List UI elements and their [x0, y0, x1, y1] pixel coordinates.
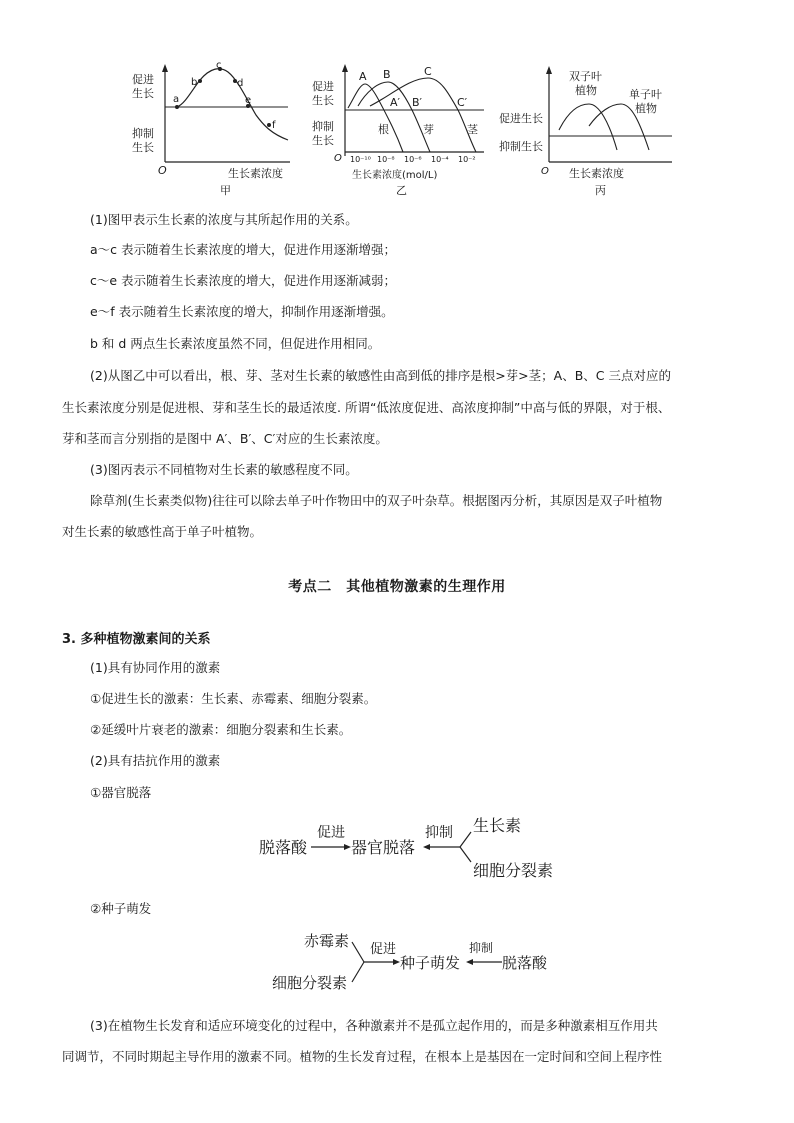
dicot-label-2: 植物	[575, 84, 597, 97]
crossing-B: B′	[412, 96, 423, 109]
paragraph: ①器官脱落	[90, 785, 152, 800]
paragraph: c～e 表示随着生长素浓度的增大，促进作用逐渐减弱；	[90, 273, 397, 288]
promote-arrowhead	[393, 959, 400, 965]
paragraph: 除草剂(生长素类似物)往往可以除去单子叶作物田中的双子叶杂草。根据图丙分析，其原因是双子叶植物	[90, 493, 663, 508]
point-a	[175, 105, 179, 109]
promote-label: 促进	[317, 825, 345, 841]
figure-caption: 乙	[396, 184, 407, 197]
organ-stem: 茎	[467, 123, 478, 136]
x-axis-label: 生长素浓度(mol/L)	[352, 170, 438, 181]
inhibit-label-1: 抑制	[132, 127, 154, 140]
paragraph: a～c 表示随着生长素浓度的增大，促进作用逐渐增强；	[90, 242, 397, 257]
abscission-diagram-svg	[255, 812, 575, 884]
branch-line-bottom	[460, 847, 471, 862]
cytokinin-label: 细胞分裂素	[272, 974, 348, 992]
paragraph: 生长素浓度分别是促进根、芽和茎生长的最适浓度. 所谓“低浓度促进、高浓度抑制”中高与低的界限，对于根、	[62, 400, 671, 415]
paragraph: (1)具有协同作用的激素	[90, 660, 221, 675]
abscission-diagram	[255, 812, 575, 888]
paragraph: e～f 表示随着生长素浓度的增大，抑制作用逐渐增强。	[90, 304, 394, 319]
y-axis-arrow	[162, 64, 168, 72]
tick-label: 10⁻¹⁰	[350, 155, 371, 164]
seed-germination-label: 种子萌发	[400, 954, 461, 972]
inhibit-label-2: 生长	[312, 134, 334, 147]
y-axis-arrow	[546, 66, 552, 74]
paragraph: (3)图丙表示不同植物对生长素的敏感程度不同。	[90, 462, 358, 477]
inhibit-label: 抑制	[469, 941, 494, 955]
inhibit-arrowhead	[423, 844, 430, 850]
point-b	[198, 79, 202, 83]
paragraph: 对生长素的敏感性高于单子叶植物。	[62, 524, 263, 539]
tick-label: 10⁻⁸	[377, 155, 395, 164]
cytokinin-label: 细胞分裂素	[473, 861, 554, 880]
figure-jia	[120, 60, 295, 202]
label-f: f	[272, 120, 276, 131]
promote-label-2: 生长	[312, 94, 334, 107]
paragraph: (2)从图乙中可以看出，根、芽、茎对生长素的敏感性由高到低的排序是根>芽>茎；A、B、C 三点对应的	[90, 368, 671, 383]
paragraph: ②延缓叶片衰老的激素：细胞分裂素和生长素。	[90, 722, 352, 737]
promote-label-2: 生长	[132, 87, 154, 100]
promote-label: 促进生长	[499, 112, 543, 125]
tick-label: 10⁻⁴	[431, 155, 449, 164]
promote-label-1: 促进	[132, 73, 154, 86]
paragraph: (3)在植物生长发育和适应环境变化的过程中，各种激素并不是孤立起作用的，而是多种激素相互作用共	[90, 1018, 658, 1033]
organ-bud: 芽	[423, 123, 434, 136]
promote-arrowhead	[344, 844, 351, 850]
subsection-title: 3. 多种植物激素间的关系	[62, 632, 211, 647]
x-axis-label: 生长素浓度	[569, 167, 624, 180]
abscisic-acid-label: 脱落酸	[259, 838, 308, 857]
inhibit-label: 抑制	[425, 825, 453, 841]
organ-root: 根	[378, 123, 389, 136]
figure-caption: 丙	[595, 184, 606, 197]
branch-line-top	[352, 942, 364, 962]
label-a: a	[173, 94, 180, 105]
label-b: b	[191, 77, 198, 88]
germination-diagram	[270, 928, 570, 1002]
origin-label: O	[541, 166, 549, 177]
peak-C: C	[424, 65, 432, 78]
crossing-C: C′	[457, 96, 468, 109]
figure-jia-graph	[120, 60, 295, 198]
auxin-label: 生长素	[473, 816, 522, 835]
paragraph: b 和 d 两点生长素浓度虽然不同，但促进作用相同。	[90, 336, 381, 351]
tick-label: 10⁻⁶	[404, 155, 422, 164]
x-axis-label: 生长素浓度	[228, 167, 283, 180]
peak-A: A	[359, 70, 367, 83]
y-axis-arrow	[342, 64, 348, 72]
organ-abscission-label: 器官脱落	[351, 838, 416, 857]
germination-diagram-svg	[270, 928, 570, 998]
label-d: d	[237, 78, 244, 89]
tick-label: 10⁻²	[458, 155, 476, 164]
crossing-A: A′	[390, 96, 401, 109]
figure-bing-graph	[497, 60, 677, 198]
dicot-label-1: 双子叶	[569, 70, 602, 83]
dicot-curve	[559, 104, 617, 150]
inhibit-label: 抑制生长	[499, 140, 543, 153]
label-c: c	[216, 60, 222, 71]
figure-yi-graph	[308, 60, 493, 198]
label-e: e	[245, 95, 252, 106]
bud-curve	[358, 82, 430, 152]
figure-bing	[497, 60, 677, 202]
paragraph: 芽和茎而言分别指的是图中 A′、B′、C′对应的生长素浓度。	[62, 431, 388, 446]
monocot-label-2: 植物	[635, 102, 657, 115]
figure-caption: 甲	[220, 184, 231, 197]
figure-yi	[308, 60, 493, 202]
abscisic-acid-label: 脱落酸	[502, 954, 548, 972]
section-heading: 考点二 其他植物激素的生理作用	[288, 579, 506, 595]
paragraph: (1)图甲表示生长素的浓度与其所起作用的关系。	[90, 212, 358, 227]
paragraph: (2)具有拮抗作用的激素	[90, 753, 221, 768]
inhibit-label-1: 抑制	[312, 120, 334, 133]
paragraph: ①促进生长的激素：生长素、赤霉素、细胞分裂素。	[90, 691, 377, 706]
origin-label: O	[158, 164, 167, 177]
paragraph: 同调节，不同时期起主导作用的激素不同。植物的生长发育过程，在根本上是基因在一定时间和空间上程序性	[62, 1049, 663, 1064]
root-curve	[348, 84, 403, 152]
promote-label-1: 促进	[312, 80, 334, 93]
inhibit-arrowhead	[466, 959, 473, 965]
inhibit-label-2: 生长	[132, 141, 154, 154]
origin-label: O	[334, 153, 342, 164]
monocot-label-1: 单子叶	[629, 88, 662, 101]
paragraph: ②种子萌发	[90, 901, 152, 916]
branch-line-bottom	[352, 962, 364, 982]
point-f	[267, 123, 271, 127]
gibberellin-label: 赤霉素	[304, 932, 350, 950]
peak-B: B	[383, 68, 391, 81]
branch-line-top	[460, 832, 471, 847]
promote-label: 促进	[370, 942, 397, 957]
